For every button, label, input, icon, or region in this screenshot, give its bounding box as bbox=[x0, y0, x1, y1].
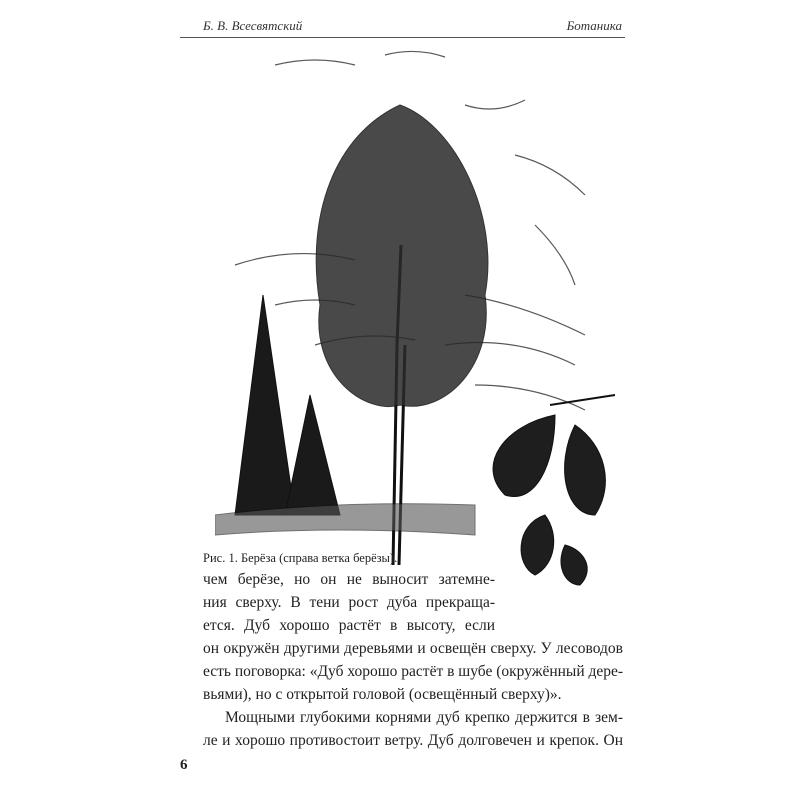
body-line: чем берёзе, но он не выносит затемне- bbox=[203, 571, 495, 588]
birch-illustration bbox=[215, 45, 635, 590]
body-line: вьями), но с открытой головой (освещённый сверху)». bbox=[203, 686, 562, 703]
header-rule bbox=[180, 37, 625, 38]
body-line: есть поговорка: «Дуб хорошо растёт в шубе (окружённый дере- bbox=[203, 663, 624, 680]
running-header-author: Б. В. Всесвятский bbox=[203, 18, 303, 33]
body-line: ется. Дуб хорошо растёт в высоту, если bbox=[203, 617, 495, 634]
body-line: Мощными глубокими корнями дуб крепко держится в зем- bbox=[225, 709, 623, 726]
birch-branch bbox=[493, 395, 615, 585]
body-line: ле и хорошо противостоит ветру. Дуб долговечен и крепок. Он bbox=[203, 732, 623, 749]
figure-caption: Рис. 1. Берёза (справа ветка берёзы). bbox=[203, 551, 398, 565]
running-header-title: Ботаника bbox=[566, 18, 622, 33]
page-number: 6 bbox=[180, 757, 188, 773]
body-line: он окружён другими деревьями и освещён сверху. У лесоводов bbox=[203, 640, 623, 657]
birch-tree bbox=[316, 105, 488, 565]
body-line: ния сверху. В тени рост дуба прекраща- bbox=[203, 594, 495, 611]
